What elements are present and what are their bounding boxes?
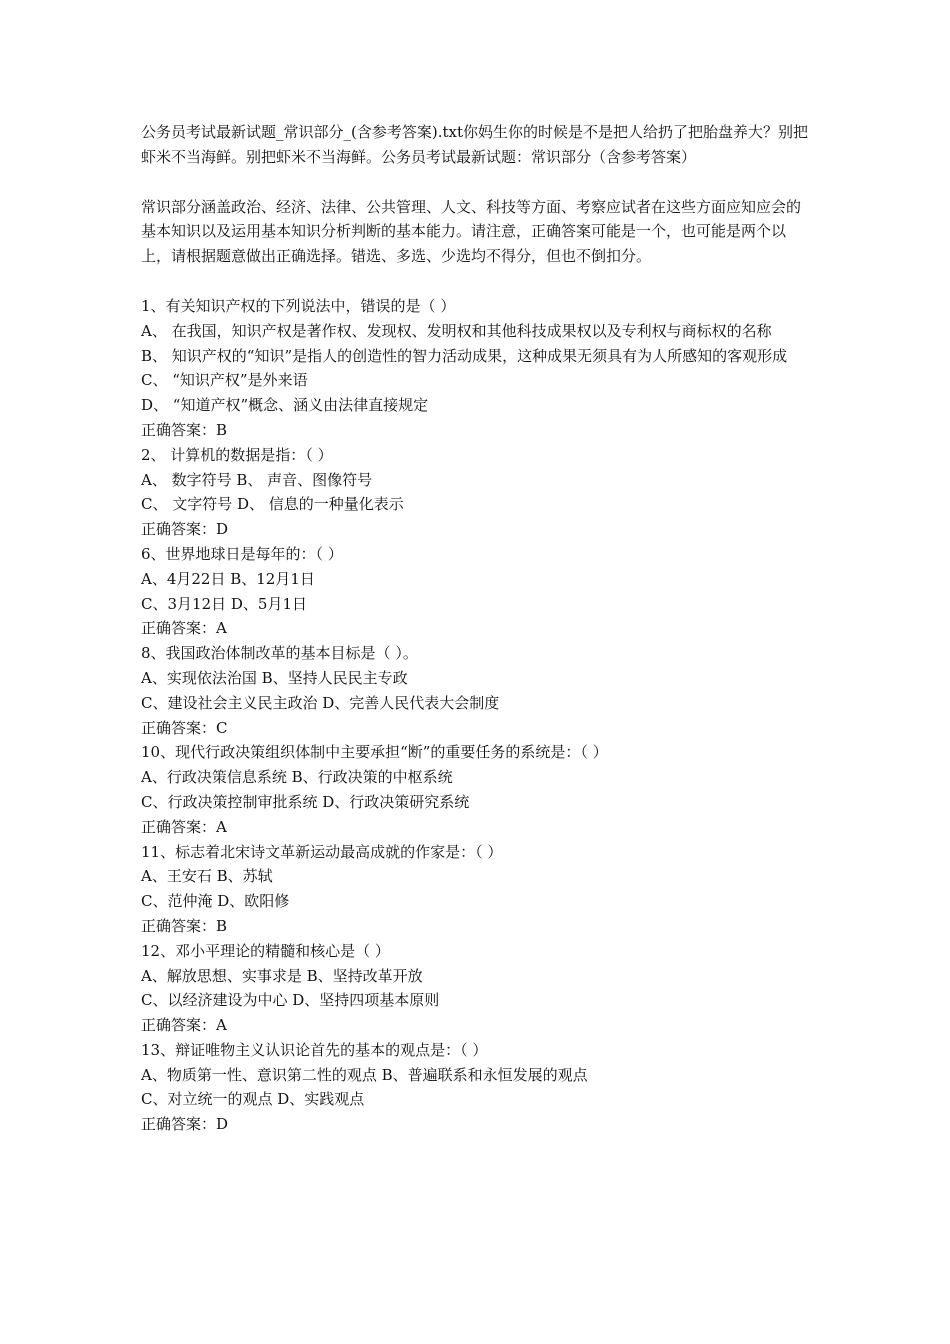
answer-line: 正确答案：B (141, 420, 228, 439)
question-block (141, 939, 813, 1038)
answer-line: 正确答案：A (141, 1016, 227, 1035)
paragraph-gap (141, 170, 813, 195)
question-text: 2、 计算机的数据是指：（ ） (141, 445, 333, 464)
answer-line: 正确答案：D (141, 520, 229, 539)
question-text: 1、有关知识产权的下列说法中，错误的是（ ） (141, 296, 456, 315)
answer-line: 正确答案：A (141, 619, 227, 638)
question-block (141, 443, 813, 542)
option-line: C、3月12日 D、5月1日 (141, 594, 307, 613)
answer-line: 正确答案：A (141, 817, 227, 836)
option-line: C、 “知识产权”是外来语 (141, 371, 308, 390)
question-text: 6、世界地球日是每年的：（ ） (141, 544, 343, 563)
question-block (141, 641, 813, 740)
option-line: A、解放思想、实事求是 B、坚持改革开放 (141, 966, 423, 985)
question-text: 10、现代行政决策组织体制中主要承担“断”的重要任务的系统是：（ ） (141, 743, 608, 762)
question-text: 13、辩证唯物主义认识论首先的基本的观点是：（ ） (141, 1040, 488, 1059)
option-line: C、建设社会主义民主政治 D、完善人民代表大会制度 (141, 693, 500, 712)
document-page (141, 120, 813, 1137)
option-line: C、范仲淹 D、欧阳修 (141, 892, 290, 911)
question-text: 12、邓小平理论的精髓和核心是（ ） (141, 941, 390, 960)
option-line: C、以经济建设为中心 D、坚持四项基本原则 (141, 991, 440, 1010)
question-block (141, 294, 813, 443)
answer-line: 正确答案：D (141, 1115, 229, 1134)
option-line: A、王安石 B、苏轼 (141, 867, 273, 886)
option-line: C、对立统一的观点 D、实践观点 (141, 1090, 365, 1109)
answer-line: 正确答案：C (141, 718, 228, 737)
option-line: A、 数字符号 B、 声音、图像符号 (141, 470, 373, 489)
option-line: D、 “知道产权”概念、涵义由法律直接规定 (141, 396, 429, 415)
option-line: B、 知识产权的“知识”是指人的创造性的智力活动成果，这种成果无须具有为人所感知的客观形成 (141, 346, 788, 365)
option-line: A、4月22日 B、12月1日 (141, 569, 315, 588)
question-block (141, 1038, 813, 1137)
option-line: C、行政决策控制审批系统 D、行政决策研究系统 (141, 792, 470, 811)
question-list (141, 294, 813, 1137)
option-line: A、实现依法治国 B、坚持人民民主专政 (141, 668, 408, 687)
answer-line: 正确答案：B (141, 916, 228, 935)
question-text: 8、我国政治体制改革的基本目标是（ ）。 (141, 644, 418, 663)
question-block (141, 740, 813, 839)
question-block (141, 840, 813, 939)
option-line: C、 文字符号 D、 信息的一种量化表示 (141, 495, 404, 514)
question-text: 11、标志着北宋诗文革新运动最高成就的作家是：（ ） (141, 842, 503, 861)
option-line: A、物质第一性、意识第二性的观点 B、普遍联系和永恒发展的观点 (141, 1065, 588, 1084)
option-line: A、行政决策信息系统 B、行政决策的中枢系统 (141, 768, 453, 787)
paragraph-gap (141, 269, 813, 294)
option-line: A、 在我国，知识产权是著作权、发现权、发明权和其他科技成果权以及专利权与商标权的名称 (141, 321, 772, 340)
question-block (141, 542, 813, 641)
document-header: 公务员考试最新试题_常识部分_(含参考答案).txt你妈生你的时候是不是把人给扔了把胎盘养大？别把虾米不当海鲜。别把虾米不当海鲜。公务员考试最新试题：常识部分（含参考答案） (141, 123, 808, 166)
intro-paragraph: 常识部分涵盖政治、经济、法律、公共管理、人文、科技等方面、考察应试者在这些方面应知应会的基本知识以及运用基本知识分析判断的基本能力。请注意，正确答案可能是一个，也可能是两个以上，请根据题意做出正确选择。错选、多选、少选均不得分，但也不倒扣分。 (141, 197, 802, 266)
